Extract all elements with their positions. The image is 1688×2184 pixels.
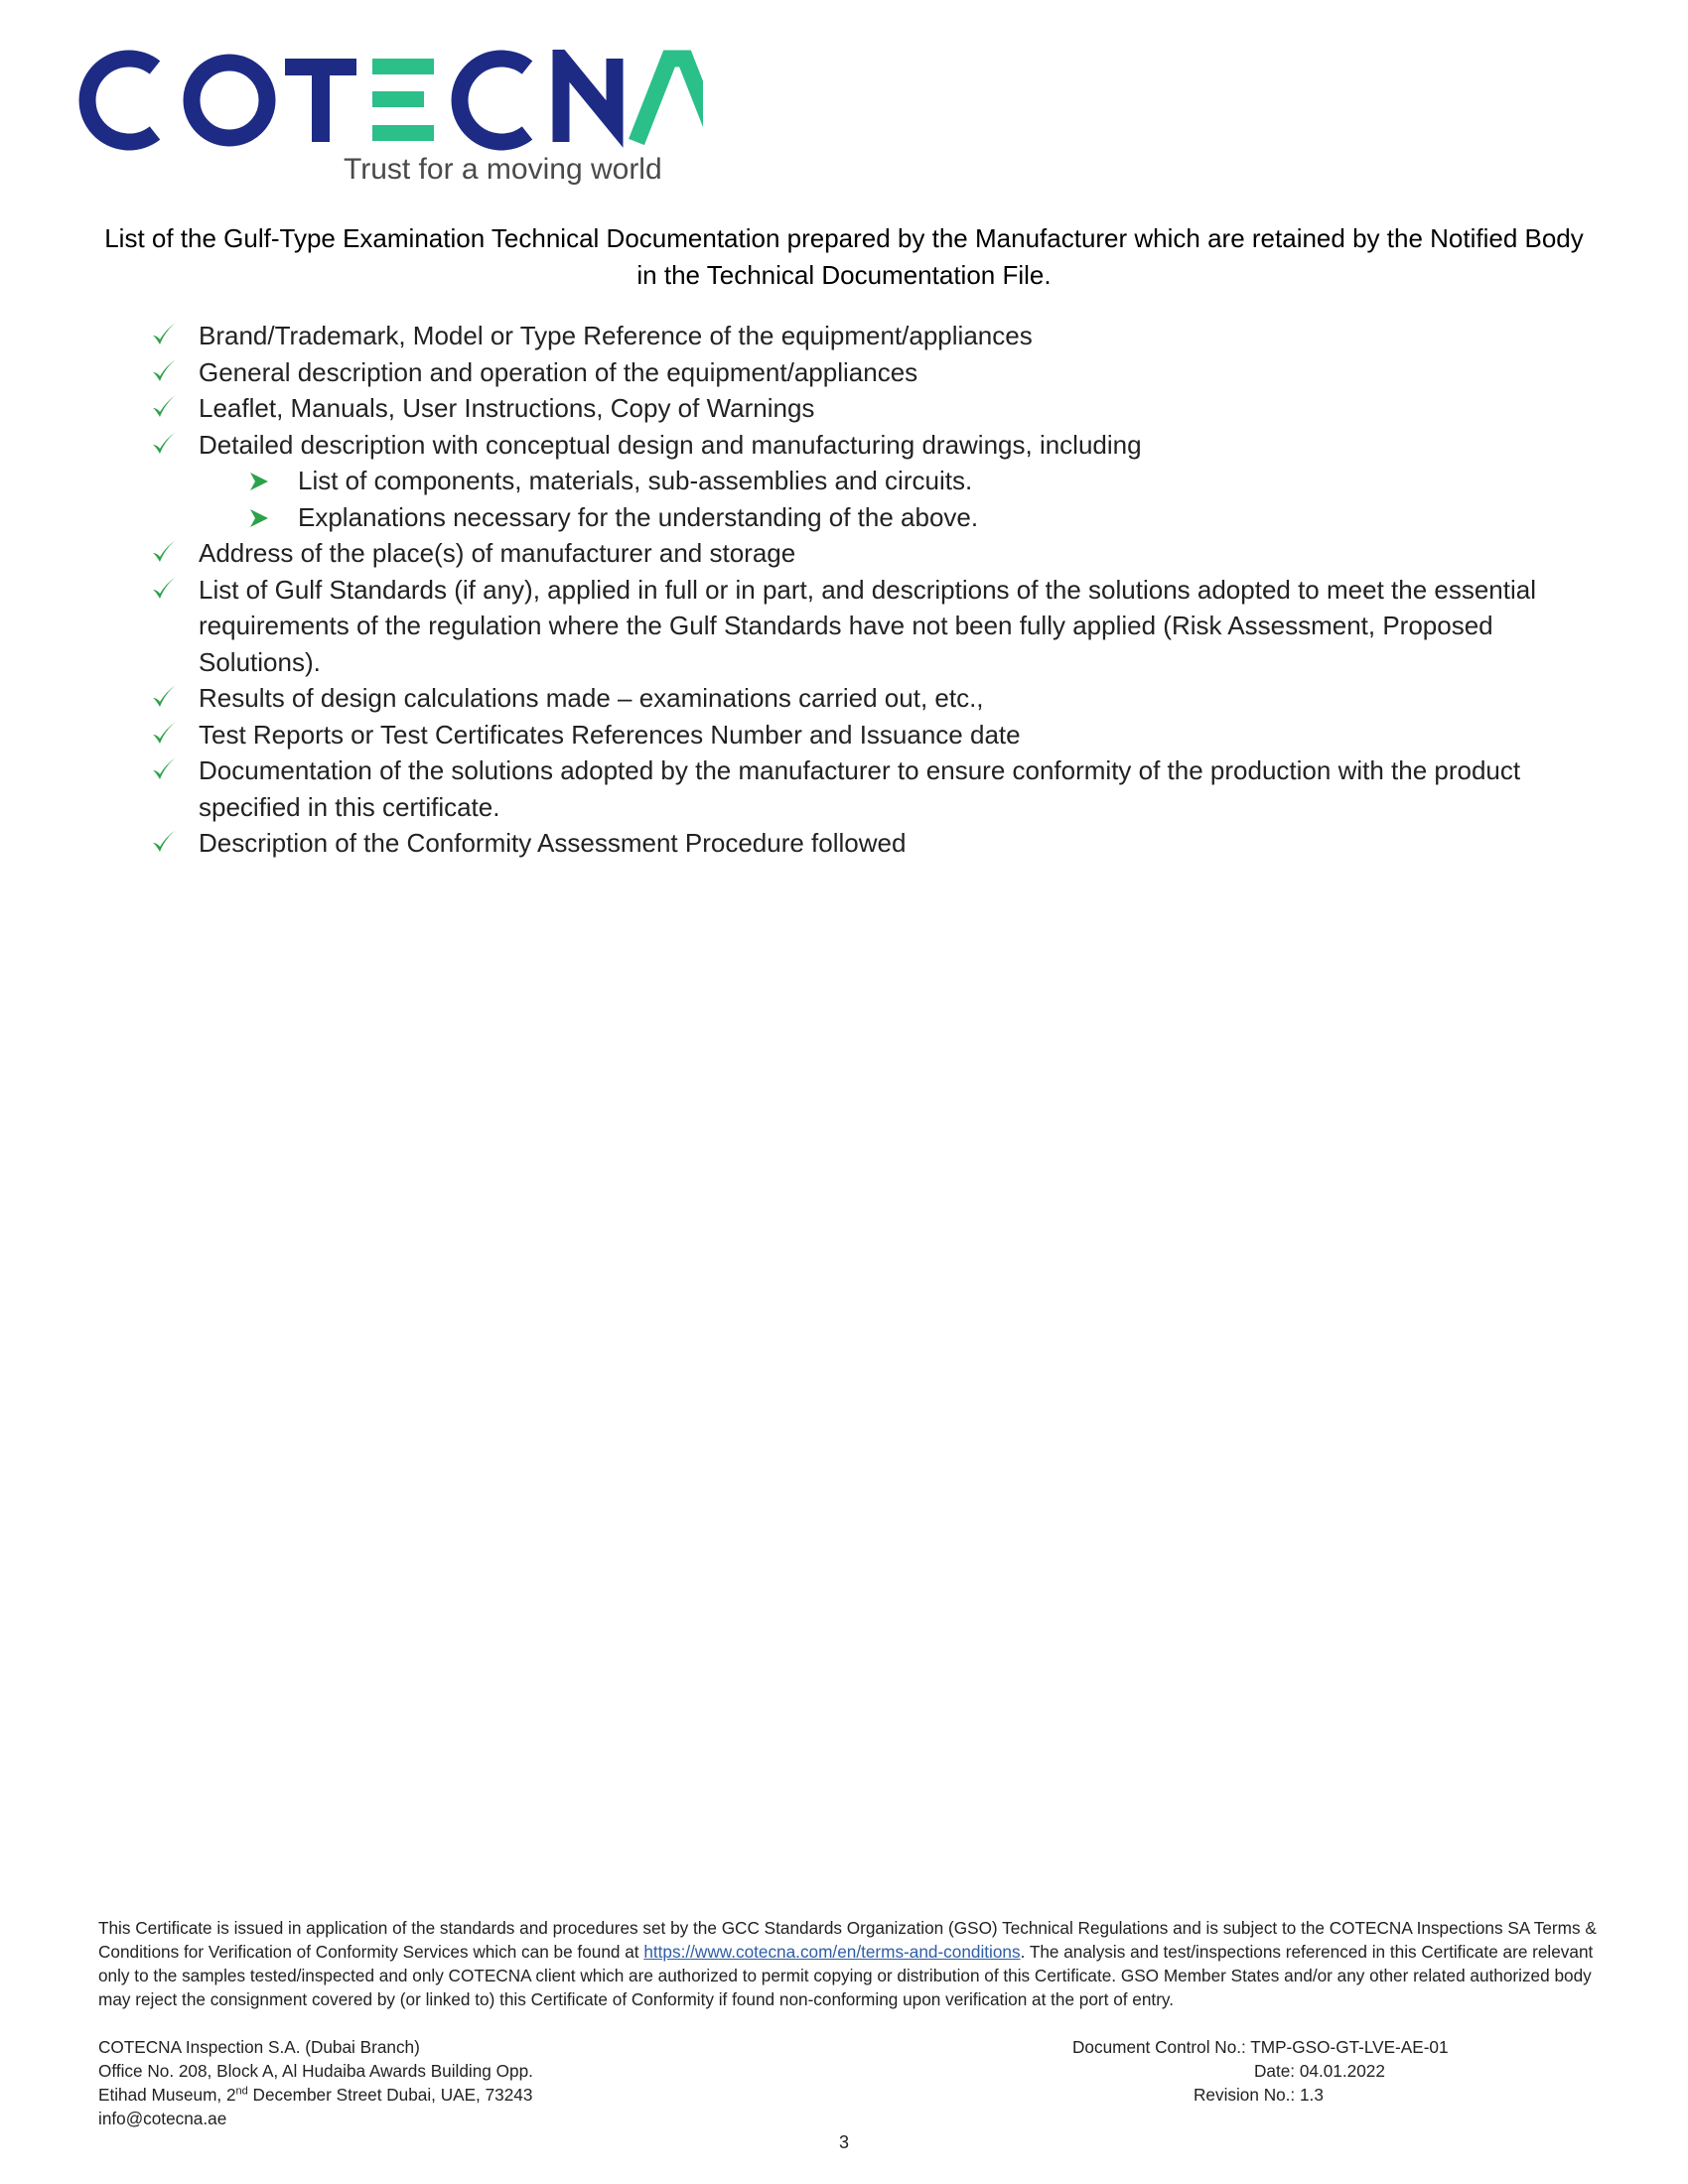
checklist-item-text: Documentation of the solutions adopted by the manufacturer to ensure conformity of the production with the product specified in this certificate. [199, 755, 1521, 822]
check-icon [149, 318, 179, 353]
checklist-item-text: Detailed description with conceptual design and manufacturing drawings, including [199, 429, 1142, 460]
check-icon [149, 535, 179, 571]
document-control [1072, 2035, 1569, 2107]
arrow-bullet-icon [248, 507, 270, 529]
checklist-item [0, 717, 1609, 753]
checklist-subitem [0, 499, 1609, 536]
checklist-item [0, 680, 1609, 717]
cotecna-logo [68, 50, 703, 189]
address-line-2: Office No. 208, Block A, Al Hudaiba Awards Building Opp. [98, 2061, 533, 2081]
checklist-item [0, 752, 1609, 825]
disclaimer-text-after-link: . The analysis and test/inspections referenced in this Certificate are relevant only to the samples tested/inspected and only COTECNA client which are authorized to permit copying or distribution of this Certificate. GSO Member States and/or any other related authorized body may reject the consignment covered by (or linked to) this Certificate of Conformity if found non-conforming upon verification at the port of entry. [98, 1942, 1594, 2009]
certificate-disclaimer [98, 1916, 1608, 2011]
checklist-item [0, 825, 1609, 862]
checklist-item [0, 390, 1609, 427]
check-icon [149, 680, 179, 716]
checklist-item-text: Address of the place(s) of manufacturer and storage [199, 538, 796, 568]
checklist-subitem-text: Explanations necessary for the understanding of the above. [298, 501, 979, 532]
checklist-item-text: Test Reports or Test Certificates References Number and Issuance date [199, 719, 1021, 750]
document-date: Date: 04.01.2022 [1254, 2061, 1385, 2081]
revision-number: Revision No.: 1.3 [1194, 2085, 1324, 2105]
documentation-checklist [0, 318, 1688, 862]
disclaimer-text-before-link: This Certificate is issued in application of the standards and procedures set by the GCC Standards Organization (GSO) Technical Regulations and is subject to the COTECNA Inspections SA Terms & Conditions for Verification of Conformity Services which can be found at [98, 1918, 1597, 1962]
branch-address [98, 2035, 793, 2130]
document-heading: List of the Gulf-Type Examination Technical Documentation prepared by the Manufacturer which are retained by the Notified Body in the Technical Documentation File. [104, 223, 1584, 290]
address-line-1: COTECNA Inspection S.A. (Dubai Branch) [98, 2037, 420, 2057]
checklist-item [0, 572, 1609, 681]
document-control-number: Document Control No.: TMP-GSO-GT-LVE-AE-01 [1072, 2037, 1449, 2057]
checklist-item [0, 535, 1609, 572]
checklist-item-text: General description and operation of the equipment/appliances [199, 356, 918, 387]
page-number: 3 [838, 2132, 849, 2152]
check-icon [149, 427, 179, 463]
arrow-bullet-icon [248, 471, 270, 492]
checklist-item-text: Description of the Conformity Assessment Procedure followed [199, 828, 907, 858]
checklist-item [0, 427, 1609, 464]
check-icon [149, 354, 179, 390]
checklist-item [0, 318, 1609, 354]
contact-email: info@cotecna.ae [98, 2109, 227, 2128]
terms-link[interactable]: https://www.cotecna.com/en/terms-and-conditions [643, 1942, 1021, 1962]
checklist-subitem [0, 463, 1609, 499]
checklist-item-text: Leaflet, Manuals, User Instructions, Copy of Warnings [199, 393, 815, 423]
checklist-subitem-text: List of components, materials, sub-assemblies and circuits. [298, 466, 973, 495]
checklist-item-text: Brand/Trademark, Model or Type Reference of the equipment/appliances [199, 321, 1033, 350]
check-icon [149, 390, 179, 426]
check-icon [149, 752, 179, 788]
checklist-item-text: List of Gulf Standards (if any), applied in full or in part, and descriptions of the solutions adopted to meet the essential requirements of the regulation where the Gulf Standards have not been fully applied (Risk Assessment, Proposed Solutions). [199, 574, 1536, 677]
check-icon [149, 717, 179, 752]
logo-tagline: Trust for a moving world [344, 153, 662, 186]
checklist-item-text: Results of design calculations made – examinations carried out, etc., [199, 683, 984, 713]
checklist-item [0, 354, 1609, 391]
check-icon [149, 572, 179, 608]
address-line-3: Etihad Museum, 2nd December Street Dubai, UAE, 73243 [98, 2085, 533, 2105]
check-icon [149, 825, 179, 861]
